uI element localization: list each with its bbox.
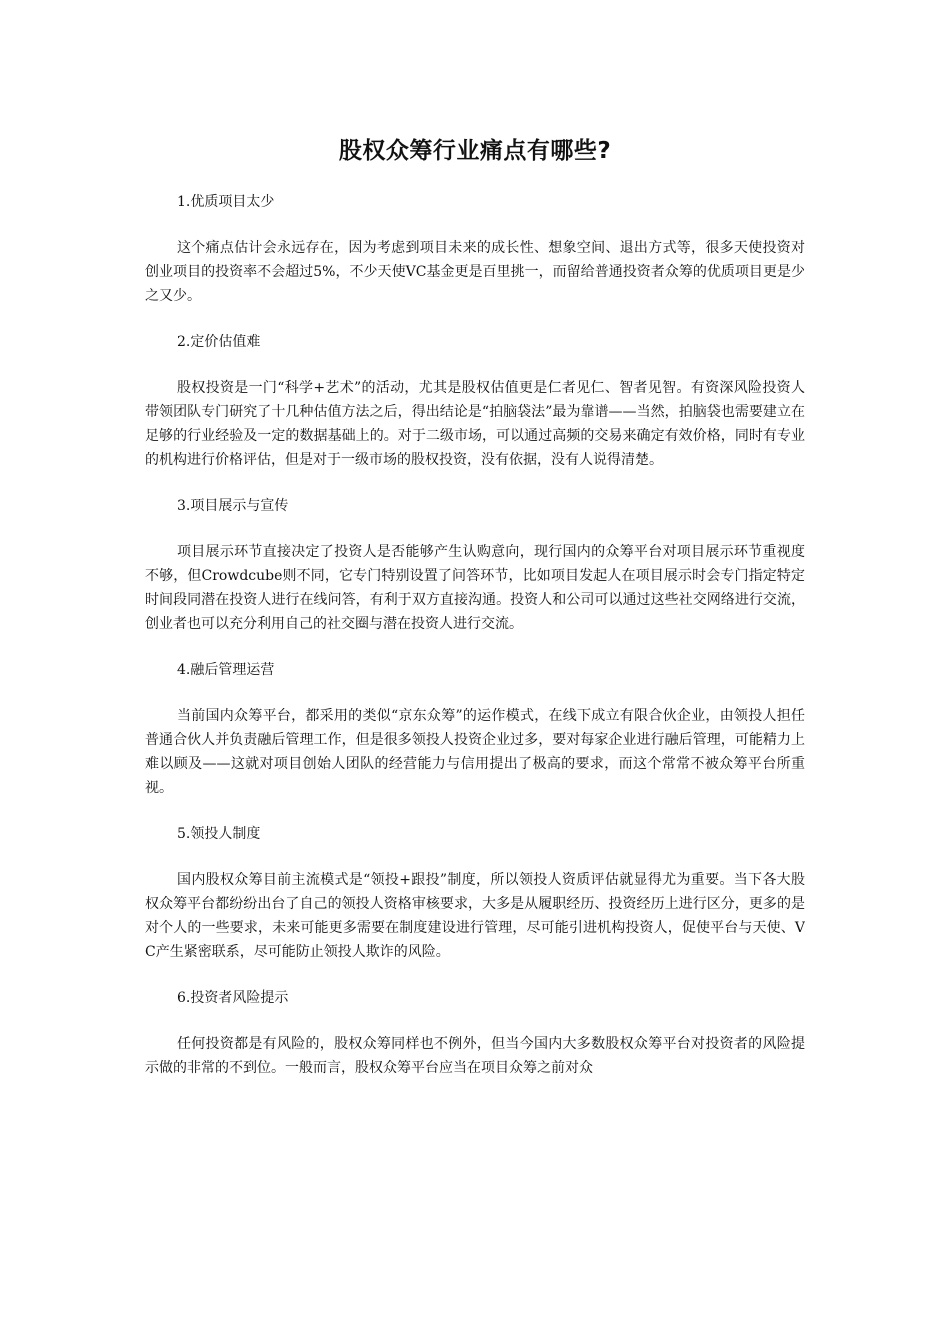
section-heading: 2.定价估值难 <box>177 334 261 350</box>
section-heading: 4.融后管理运营 <box>177 662 275 678</box>
page-title: 股权众筹行业痛点有哪些? <box>338 138 612 164</box>
section-4 <box>145 658 805 800</box>
section-heading: 1.优质项目太少 <box>177 194 275 210</box>
section-paragraph: 当前国内众筹平台，都采用的类似“京东众筹”的运作模式，在线下成立有限合伙企业，由领投人担任普通合伙人并负责融后管理工作，但是很多领投人投资企业过多，要对每家企业进行融后管理，可能精力上难以顾及——这就对项目创始人团队的经营能力与信用提出了极高的要求，而这个常常不被众筹平台所重视。 <box>145 708 805 796</box>
section-1 <box>145 190 805 308</box>
section-2 <box>145 330 805 472</box>
section-paragraph: 项目展示环节直接决定了投资人是否能够产生认购意向，现行国内的众筹平台对项目展示环节重视度不够，但Crowdcube则不同，它专门特别设置了问答环节，比如项目发起人在项目展示时会专门指定特定时间段同潜在投资人进行在线问答，有利于双方直接沟通。投资人和公司可以通过这些社交网络进行交流，创业者也可以充分利用自己的社交圈与潜在投资人进行交流。 <box>145 544 805 632</box>
section-paragraph: 股权投资是一门“科学+艺术”的活动，尤其是股权估值更是仁者见仁、智者见智。有资深风险投资人带领团队专门研究了十几种估值方法之后，得出结论是“拍脑袋法”最为靠谱——当然，拍脑袋也需要建立在足够的行业经验及一定的数据基础上的。对于二级市场，可以通过高频的交易来确定有效价格，同时有专业的机构进行价格评估，但是对于一级市场的股权投资，没有依据，没有人说得清楚。 <box>145 380 805 468</box>
section-paragraph: 任何投资都是有风险的，股权众筹同样也不例外，但当今国内大多数股权众筹平台对投资者的风险提示做的非常的不到位。一般而言，股权众筹平台应当在项目众筹之前对众 <box>145 1036 805 1076</box>
section-heading: 5.领投人制度 <box>177 826 261 842</box>
document-body <box>145 190 805 1080</box>
section-paragraph: 这个痛点估计会永远存在，因为考虑到项目未来的成长性、想象空间、退出方式等，很多天使投资对创业项目的投资率不会超过5%，不少天使VC基金更是百里挑一，而留给普通投资者众筹的优质项目更是少之又少。 <box>145 240 805 304</box>
section-heading: 6.投资者风险提示 <box>177 990 289 1006</box>
section-6 <box>145 986 805 1080</box>
section-5 <box>145 822 805 964</box>
section-heading: 3.项目展示与宣传 <box>177 498 289 514</box>
section-3 <box>145 494 805 636</box>
document-page <box>145 0 805 1344</box>
section-paragraph: 国内股权众筹目前主流模式是“领投+跟投”制度，所以领投人资质评估就显得尤为重要。当下各大股权众筹平台都纷纷出台了自己的领投人资格审核要求，大多是从履职经历、投资经历上进行区分，更多的是对个人的一些要求，未来可能更多需要在制度建设进行管理，尽可能引进机构投资人，促使平台与天使、VC产生紧密联系，尽可能防止领投人欺诈的风险。 <box>145 872 805 960</box>
